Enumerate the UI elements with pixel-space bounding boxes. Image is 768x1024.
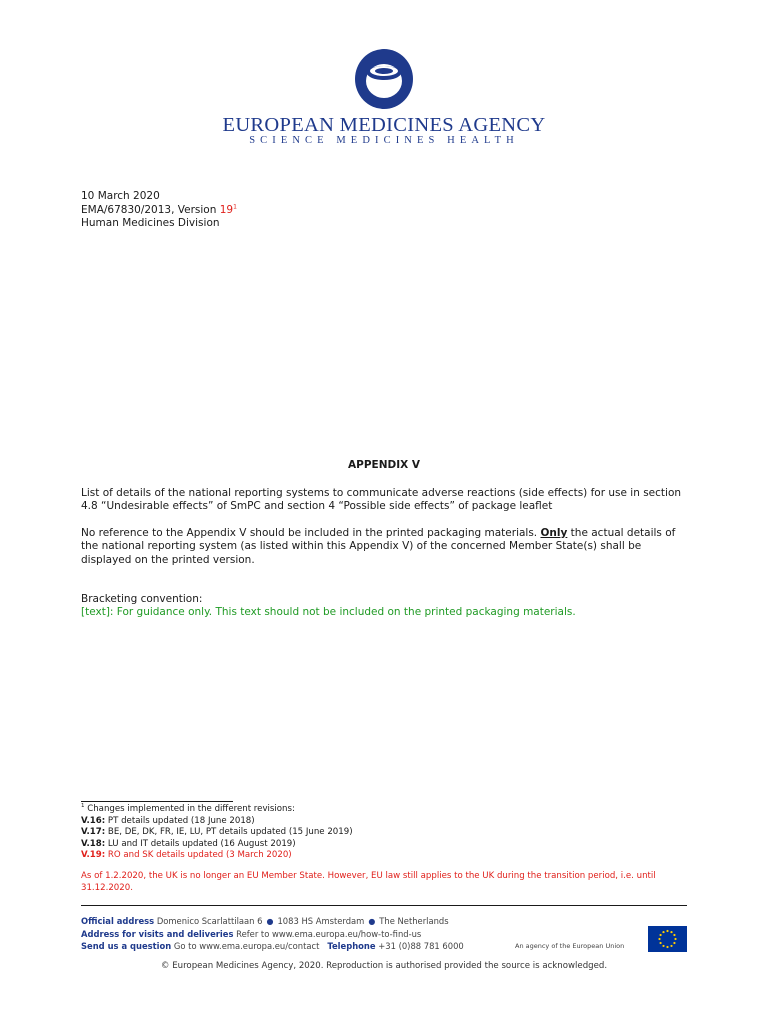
- packaging-paragraph: [81, 527, 691, 567]
- agency-name: EUROPEAN MEDICINES AGENCY: [222, 114, 546, 136]
- eu-star-icon: [674, 938, 676, 940]
- eu-agency-note: An agency of the European Union: [515, 942, 625, 950]
- revision-item: [81, 839, 691, 851]
- agency-tagline: SCIENCE MEDICINES HEALTH: [249, 135, 519, 146]
- footnote-marker: 1: [233, 203, 237, 210]
- eu-star-icon: [659, 934, 661, 936]
- revision-version: V.16:: [81, 815, 106, 826]
- ema-logo: [205, 30, 563, 190]
- bullet-icon: ●: [266, 917, 274, 926]
- revision-version: V.19:: [81, 850, 106, 860]
- address-country: The Netherlands: [379, 916, 449, 926]
- revision-item: [81, 827, 691, 839]
- eu-star-icon: [658, 938, 660, 940]
- document-date: 10 March 2020: [81, 190, 160, 202]
- revision-version: V.18:: [81, 838, 106, 849]
- revision-item: [81, 850, 691, 862]
- visits-label: Address for visits and deliveries: [81, 929, 234, 939]
- address-street: Domenico Scarlattilaan 6: [156, 916, 263, 926]
- bullet-icon: ●: [368, 917, 376, 926]
- eu-star-icon: [666, 930, 668, 932]
- eu-star-icon: [659, 942, 661, 944]
- official-address-label: Official address: [81, 916, 155, 926]
- footer-contact: [81, 915, 541, 952]
- footer-address-line: [81, 915, 541, 928]
- document-reference: [81, 204, 237, 218]
- reference-prefix: EMA/67830/2013, Version: [81, 203, 220, 216]
- packaging-text-end: the actual details of the national reporting system (as listed within this Appendix V) of the concerned Member State(s) shall be displayed on the printed version.: [81, 527, 676, 566]
- only-emphasis: Only: [540, 527, 568, 539]
- appendix-title: APPENDIX V: [348, 459, 420, 471]
- eu-star-icon: [666, 946, 668, 948]
- eu-star-icon: [670, 945, 672, 947]
- revision-text: PT details updated (18 June 2018): [105, 815, 255, 826]
- bracketing-label: Bracketing convention:: [81, 593, 203, 605]
- footnote-intro: [81, 804, 691, 816]
- telephone-label: Telephone: [327, 941, 376, 951]
- footer-visits-line: [81, 928, 541, 940]
- eu-star-icon: [673, 942, 675, 944]
- address-city: 1083 HS Amsterdam: [277, 916, 365, 926]
- revision-text: LU and IT details updated (16 August 2019): [105, 838, 296, 849]
- visits-link[interactable]: Refer to www.ema.europa.eu/how-to-find-us: [236, 929, 422, 939]
- contact-link[interactable]: Go to www.ema.europa.eu/contact: [173, 941, 320, 951]
- footnotes: [81, 804, 691, 862]
- bracketing-convention: [81, 593, 691, 620]
- footnote-number: 1: [81, 803, 85, 810]
- footer-divider: [81, 905, 687, 906]
- footer-question-line: [81, 940, 541, 952]
- bracketing-text: [text]: For guidance only. This text should not be included on the printed packaging materials.: [81, 606, 576, 619]
- eu-star-icon: [673, 934, 675, 936]
- footnote-intro-text: Changes implemented in the different revisions:: [84, 804, 295, 814]
- copyright-notice: © European Medicines Agency, 2020. Reproduction is authorised provided the source is acknowledged.: [160, 961, 608, 971]
- eu-flag-icon: [648, 926, 687, 952]
- ema-logo-icon: [354, 48, 414, 110]
- version-number: 19: [219, 203, 234, 216]
- eu-star-icon: [662, 945, 664, 947]
- document-meta: [81, 190, 237, 231]
- eu-star-icon: [662, 931, 664, 933]
- footnote-divider: [81, 801, 233, 802]
- division-name: Human Medicines Division: [81, 217, 220, 229]
- revision-text: BE, DE, DK, FR, IE, LU, PT details updated (15 June 2019): [105, 827, 353, 837]
- revision-version: V.17:: [81, 827, 106, 837]
- eu-star-icon: [670, 931, 672, 933]
- intro-paragraph: List of details of the national reporting systems to communicate adverse reactions (side effects) for use in section 4.8 “Undesirable effects” of SmPC and section 4 “Possible side effects” of package leaflet: [81, 487, 682, 513]
- packaging-text-start: No reference to the Appendix V should be included in the printed packaging materials.: [81, 527, 541, 539]
- uk-notice: As of 1.2.2020, the UK is no longer an EU Member State. However, EU law still applies to the UK during the transition period, i.e. until 31.12.2020.: [81, 871, 656, 893]
- question-label: Send us a question: [81, 941, 172, 951]
- revision-item: [81, 816, 691, 828]
- telephone-number: +31 (0)88 781 6000: [378, 941, 464, 951]
- revision-text: RO and SK details updated (3 March 2020): [105, 850, 292, 860]
